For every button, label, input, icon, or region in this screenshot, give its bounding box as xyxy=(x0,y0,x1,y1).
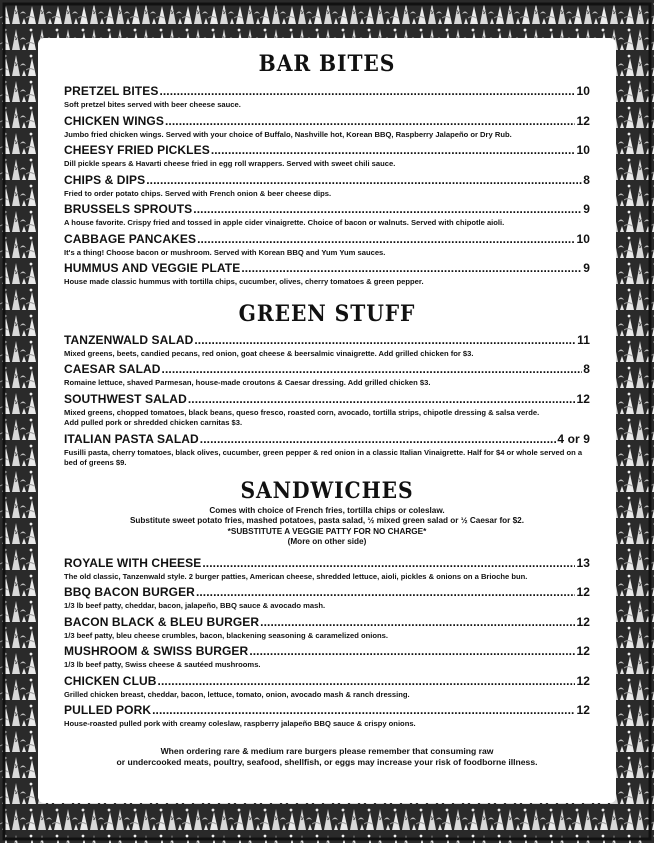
item-price: 12 xyxy=(576,673,590,688)
section-title: BAR BITES xyxy=(258,51,396,77)
item-name: CHIPS & DIPS xyxy=(64,172,146,187)
item-name: BBQ BACON BURGER xyxy=(64,585,195,599)
item-description: A house favorite. Crispy fried and tossed in apple cider vinaigrette. Choice of bacon or walnuts. Served with chipotle aioli. xyxy=(64,218,505,227)
menu-item xyxy=(64,143,590,170)
menu-item xyxy=(64,615,590,642)
item-name: PULLED PORK xyxy=(64,703,152,717)
item-name: CAESAR SALAD xyxy=(64,362,161,376)
item-description: Dill pickle spears & Havarti cheese fried in egg roll wrappers. Served with sweet chili sauce. xyxy=(64,159,396,168)
item-price: 9 xyxy=(583,261,590,275)
item-price: 11 xyxy=(577,332,590,347)
item-description: Soft pretzel bites served with beer cheese sauce. xyxy=(64,100,241,109)
item-description: It's a thing! Choose bacon or mushroom. Served with Korean BBQ and Yum Yum sauces. xyxy=(64,247,386,257)
item-price: 10 xyxy=(576,84,590,98)
item-price: 12 xyxy=(576,614,590,629)
foodborne-illness-warning xyxy=(64,746,590,769)
menu-item xyxy=(64,173,590,200)
menu-item xyxy=(64,232,590,259)
section-note: Comes with choice of French fries, tortilla chips or coleslaw. xyxy=(209,505,445,515)
menu-item xyxy=(64,432,590,469)
menu-item xyxy=(64,261,590,288)
item-description: 1/3 beef patty, bleu cheese crumbles, bacon, blackening seasoning & caramelized onions. xyxy=(64,630,388,640)
menu-item xyxy=(64,644,590,671)
item-price: 10 xyxy=(576,143,590,157)
item-description: Grilled chicken breast, cheddar, bacon, lettuce, tomato, onion, avocado mash & ranch dressing. xyxy=(64,689,410,699)
item-price: 12 xyxy=(576,391,590,406)
item-price: 13 xyxy=(576,555,590,570)
item-price: 4 or 9 xyxy=(557,431,590,446)
menu-item xyxy=(64,392,590,429)
item-price: 8 xyxy=(583,172,590,187)
item-price: 12 xyxy=(576,585,590,599)
item-name: HUMMUS AND VEGGIE PLATE xyxy=(64,261,241,275)
item-description: The old classic, Tanzenwald style. 2 burger patties, American cheese, shredded lettuce, aioli, pickles & onions on a Brioche bun. xyxy=(64,571,528,581)
menu-item xyxy=(64,703,590,730)
menu-item xyxy=(64,84,590,111)
item-name: MUSHROOM & SWISS BURGER xyxy=(64,644,249,658)
section-bar-bites xyxy=(64,52,590,288)
item-name: CHEESY FRIED PICKLES xyxy=(64,143,210,157)
item-description-extra: Add pulled pork or shredded chicken carnitas $3. xyxy=(64,418,243,427)
section-note: (More on other side) xyxy=(287,537,367,546)
warning-line: or undercooked meats, poultry, seafood, shellfish, or eggs may increase your risk of foodborne illness. xyxy=(116,757,538,767)
menu-item xyxy=(64,674,590,701)
item-price: 12 xyxy=(576,703,590,717)
section-sandwiches xyxy=(64,479,590,730)
item-name: BRUSSELS SPROUTS xyxy=(64,202,193,216)
section-note: Substitute sweet potato fries, mashed potatoes, pasta salad, ½ mixed green salad or ½ Caesar for $2. xyxy=(129,516,525,525)
item-price: 12 xyxy=(576,113,590,128)
menu-item xyxy=(64,556,590,583)
item-name: BACON BLACK & BLEU BURGER xyxy=(64,614,260,629)
menu-item xyxy=(64,362,590,389)
section-green-stuff xyxy=(64,302,590,469)
item-price: 9 xyxy=(583,202,590,216)
warning-line: When ordering rare & medium rare burgers please remember that consuming raw xyxy=(160,745,494,756)
item-name: PRETZEL BITES xyxy=(64,84,159,98)
item-name: CHICKEN CLUB xyxy=(64,673,157,688)
item-description: Jumbo fried chicken wings. Served with your choice of Buffalo, Nashville hot, Korean BBQ, Raspberry Jalapeño or Dry Rub. xyxy=(64,129,512,139)
item-price: 12 xyxy=(576,644,590,658)
item-description: 1/3 lb beef patty, cheddar, bacon, jalapeño, BBQ sauce & avocado mash. xyxy=(64,601,326,610)
item-name: ROYALE WITH CHEESE xyxy=(64,555,202,570)
item-description: Mixed greens, chopped tomatoes, black beans, queso fresco, roasted corn, avocado, tortilla strips, chipotle dressing & salsa verde. xyxy=(64,407,540,417)
item-name: ITALIAN PASTA SALAD xyxy=(64,431,199,446)
item-description: Mixed greens, beets, candied pecans, red onion, goat cheese & beersalmic vinaigrette. Add grilled chicken for $3. xyxy=(64,348,474,358)
section-title: GREEN STUFF xyxy=(238,300,416,327)
item-name: SOUTHWEST SALAD xyxy=(64,391,187,406)
menu-item xyxy=(64,333,590,360)
item-description: House-roasted pulled pork with creamy coleslaw, raspberry jalapeño BBQ sauce & crispy onions. xyxy=(64,719,416,728)
item-description: House made classic hummus with tortilla chips, cucumber, olives, cherry tomatoes & green pepper. xyxy=(64,277,424,286)
item-description: Romaine lettuce, shaved Parmesan, house-made croutons & Caesar dressing. Add grilled chicken $3. xyxy=(64,378,431,387)
item-description: 1/3 lb beef patty, Swiss cheese & sautéed mushrooms. xyxy=(64,660,261,669)
item-description: Fried to order potato chips. Served with French onion & beer cheese dips. xyxy=(64,188,332,198)
item-price: 10 xyxy=(576,231,590,246)
menu-item xyxy=(64,202,590,229)
section-title: SANDWICHES xyxy=(240,477,414,504)
item-name: CABBAGE PANCAKES xyxy=(64,231,197,246)
section-note: *SUBSTITUTE A VEGGIE PATTY FOR NO CHARGE* xyxy=(227,526,427,536)
menu-item xyxy=(64,114,590,141)
item-name: CHICKEN WINGS xyxy=(64,113,164,128)
item-price: 8 xyxy=(583,362,590,376)
item-name: TANZENWALD SALAD xyxy=(64,332,194,347)
menu-item xyxy=(64,585,590,612)
item-description: Fusilli pasta, cherry tomatoes, black olives, cucumber, green pepper & red onion in a classic Italian Vinaigrette. Half for $4 or whole served on a bed of greens $9. xyxy=(64,447,583,467)
menu-content xyxy=(64,50,590,769)
